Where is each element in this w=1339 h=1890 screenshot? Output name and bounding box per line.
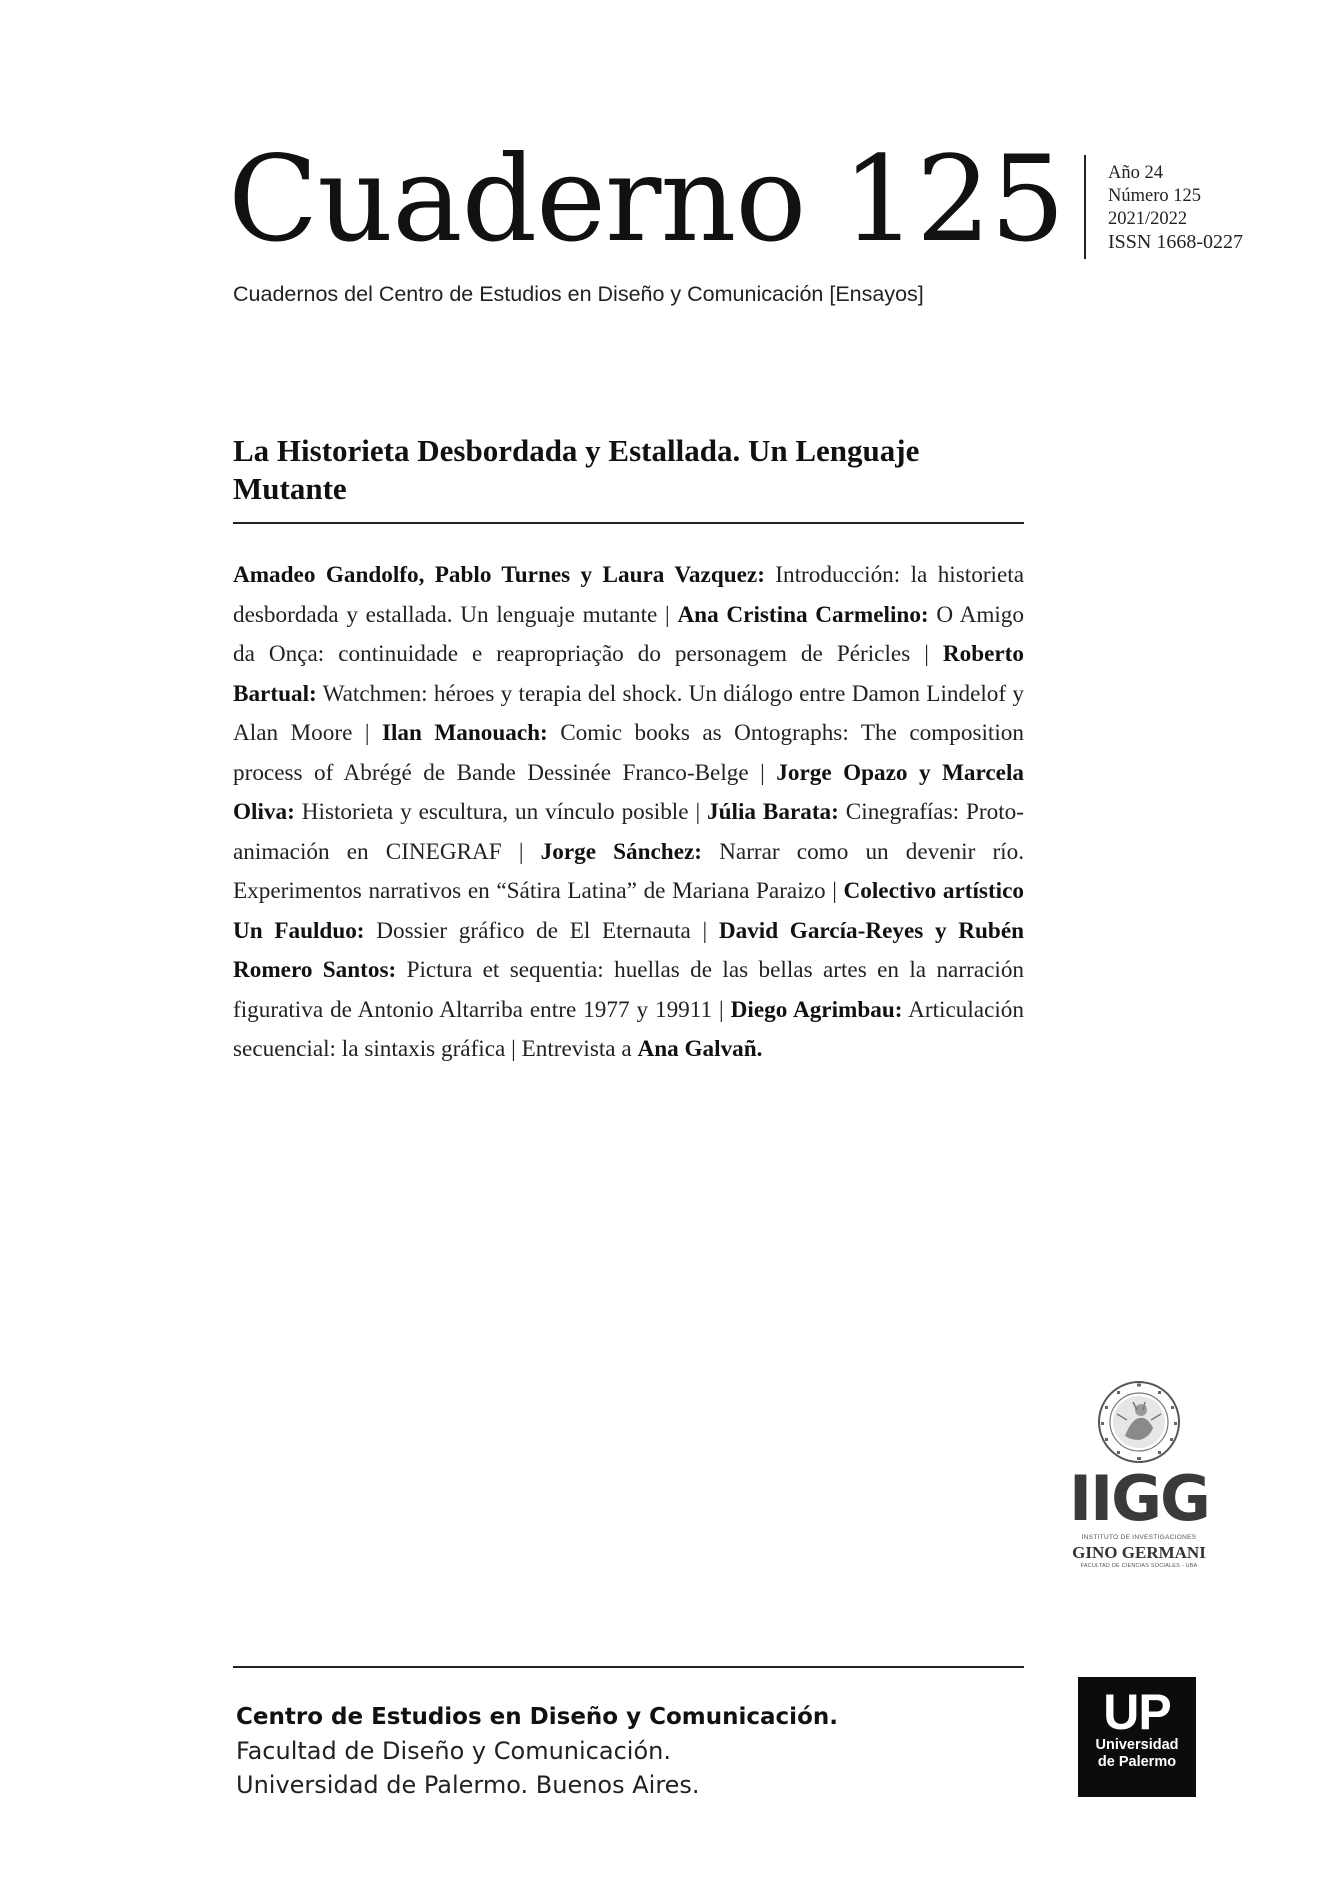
journal-subtitle: Cuadernos del Centro de Estudios en Diseño y Comunicación [Ensayos] bbox=[233, 282, 924, 306]
toc-authors: Amadeo Gandolfo, Pablo Turnes y Laura Vazquez: bbox=[233, 562, 765, 588]
toc-title: Dossier gráfico de El Eternauta | bbox=[364, 917, 719, 944]
toc-authors: Diego Agrimbau: bbox=[730, 996, 903, 1023]
iigg-institute: INSTITUTO DE INVESTIGACIONES bbox=[1081, 1534, 1197, 1541]
iigg-faculty: FACULTAD DE CIENCIAS SOCIALES - UBA bbox=[1080, 1563, 1198, 1569]
iigg-letters: IIGG bbox=[1069, 1462, 1209, 1535]
toc-authors: David García-Reyes y Rubén Romero Santos: bbox=[233, 917, 1025, 983]
up-line-2: de Palermo bbox=[1097, 1754, 1177, 1770]
publisher-university: Universidad de Palermo. Buenos Aires. bbox=[236, 1771, 700, 1799]
iigg-name: GINO GERMANI bbox=[1072, 1543, 1206, 1562]
toc-authors: Júlia Barata: bbox=[707, 799, 839, 825]
toc-authors: Jorge Sánchez: bbox=[540, 838, 703, 865]
toc-title: Articulación secuencial: la sintaxis gráfica | Entrevista a bbox=[233, 996, 1024, 1062]
issue-period: 2021/2022 bbox=[1108, 209, 1188, 229]
journal-title: Cuaderno 125 bbox=[228, 130, 1065, 268]
toc-authors: Ana Galvañ. bbox=[637, 1036, 763, 1062]
article-title: La Historieta Desbordada y Estallada. Un Lenguaje Mutante bbox=[233, 433, 920, 506]
toc-authors: Ana Cristina Carmelino: bbox=[677, 601, 929, 628]
toc-title: Introducción: la historieta desbordada y estallada. Un lenguaje mutante | bbox=[233, 562, 1025, 628]
issue-meta bbox=[1108, 162, 1243, 254]
toc-authors: Ilan Manouach: bbox=[381, 720, 548, 746]
toc-title: O Amigo da Onça: continuidade e reapropriação do personagem de Péricles | bbox=[233, 601, 1024, 667]
toc-title: Comic books as Ontographs: The composition process of Abrégé de Bande Dessinée Franco-Belge | bbox=[233, 720, 1024, 786]
meta-divider bbox=[1084, 155, 1086, 259]
table-of-contents bbox=[233, 556, 1024, 1070]
up-logo bbox=[1078, 1677, 1196, 1797]
up-letters: UP bbox=[1103, 1684, 1171, 1740]
toc-title: Narrar como un devenir río. Experimentos narrativos en “Sátira Latina” de Mariana Paraizo | bbox=[233, 838, 1024, 904]
iigg-logo bbox=[1055, 1380, 1223, 1580]
footer-divider bbox=[233, 1666, 1024, 1668]
up-line-1: Universidad bbox=[1095, 1737, 1179, 1753]
issue-number: Número 125 bbox=[1108, 186, 1201, 206]
publisher-faculty: Facultad de Diseño y Comunicación. bbox=[236, 1737, 671, 1765]
toc-authors: Colectivo artístico Un Faulduo: bbox=[233, 878, 1024, 944]
toc-title: Watchmen: héroes y terapia del shock. Un diálogo entre Damon Lindelof y Alan Moore | bbox=[233, 680, 1024, 746]
publisher-center: Centro de Estudios en Diseño y Comunicación. bbox=[236, 1704, 838, 1730]
article-divider bbox=[233, 522, 1024, 524]
publisher-footer bbox=[236, 1700, 838, 1802]
issue-year: Año 24 bbox=[1108, 163, 1163, 183]
toc-title: Cinegrafías: Proto-animación en CINEGRAF | bbox=[233, 799, 1025, 865]
university-seal-icon bbox=[1097, 1380, 1181, 1464]
toc-title: Pictura et sequentia: huellas de las bellas artes en la narración figurativa de Antonio Altarriba entre 1977 y 19911 | bbox=[233, 957, 1025, 1023]
issue-issn: ISSN 1668-0227 bbox=[1108, 231, 1244, 253]
toc-authors: Jorge Opazo y Marcela Oliva: bbox=[233, 759, 1025, 825]
toc-title: Historieta y escultura, un vínculo posible | bbox=[294, 799, 708, 825]
toc-authors: Roberto Bartual: bbox=[233, 641, 1024, 707]
